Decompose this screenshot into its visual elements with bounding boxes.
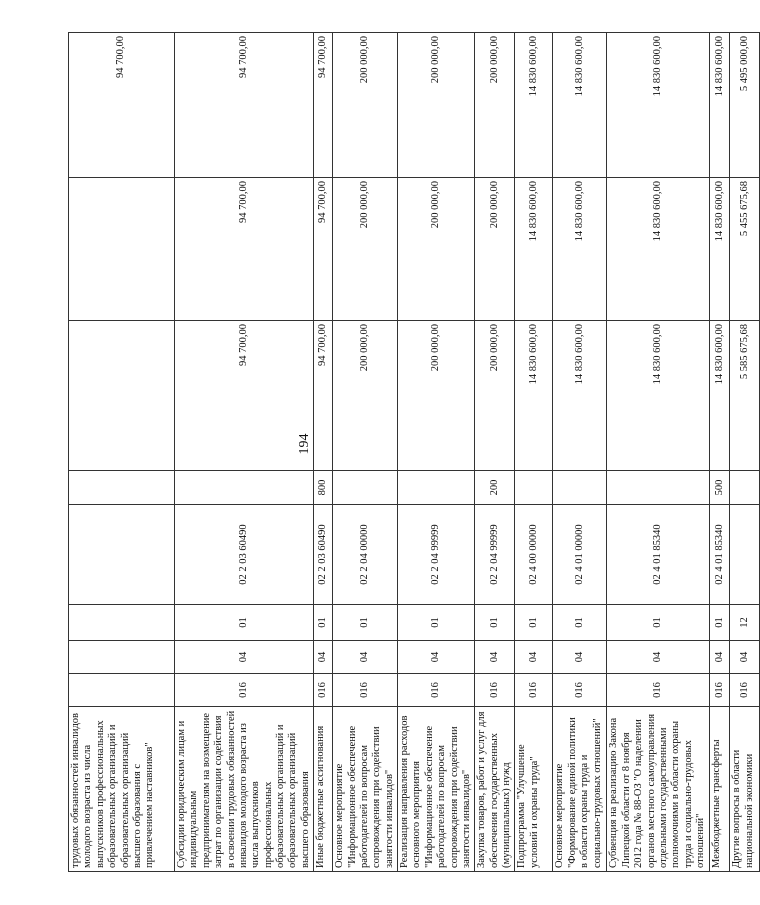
target-code: 02 2 04 00000 <box>333 505 398 605</box>
admin-code: 016 <box>314 674 333 707</box>
amount-col-1: 14 830 600,00 <box>553 321 607 471</box>
amount-col-3: 5 495 000,00 <box>730 33 760 178</box>
section-code <box>69 641 175 674</box>
section-code: 04 <box>475 641 515 674</box>
admin-code: 016 <box>553 674 607 707</box>
admin-code: 016 <box>515 674 553 707</box>
table-row <box>175 33 314 872</box>
table-row <box>553 33 607 872</box>
amount-col-3: 200 000,00 <box>475 33 515 178</box>
target-code: 02 2 04 99999 <box>398 505 475 605</box>
target-code: 02 4 01 85340 <box>607 505 710 605</box>
amount-col-2: 94 700,00 <box>175 178 314 321</box>
rotated-table-wrapper <box>68 33 755 872</box>
table-row <box>314 33 333 872</box>
row-name: Основное мероприятие "Информационное обеспечение работодателей по вопросам сопровождения при содействии занятости инвалидов" <box>333 707 398 872</box>
amount-col-3: 14 830 600,00 <box>553 33 607 178</box>
amount-col-3: 14 830 600,00 <box>607 33 710 178</box>
subsection-code: 01 <box>175 605 314 641</box>
row-name: трудовых обязанностей инвалидов молодого возраста из числа выпускников профессиональных образовательных организаций и образовательных организаций высшего образования с привлечением наставников" <box>69 707 175 872</box>
section-code: 04 <box>333 641 398 674</box>
subsection-code: 01 <box>398 605 475 641</box>
row-name: Субсидии юридическим лицам и индивидуальным предпринимателям на возмещение затрат по организации содействия в освоении трудовых обязанностей инвалидов молодого возраста из числа выпускников профессиональных образовательных организаций и образовательных организаций высшего образования <box>175 707 314 872</box>
amount-col-1: 5 585 675,68 <box>730 321 760 471</box>
amount-col-1: 94 700,00 <box>175 321 314 471</box>
amount-col-3: 94 700,00 <box>314 33 333 178</box>
subsection-code: 01 <box>333 605 398 641</box>
admin-code: 016 <box>175 674 314 707</box>
target-code: 02 2 03 60490 <box>175 505 314 605</box>
admin-code: 016 <box>730 674 760 707</box>
target-code: 02 2 04 99999 <box>475 505 515 605</box>
amount-col-2: 200 000,00 <box>333 178 398 321</box>
amount-col-2: 94 700,00 <box>314 178 333 321</box>
expense-type-code: 500 <box>710 471 730 505</box>
row-name: Основное мероприятие "Формирование единой политики в области охраны труда и социально-трудовых отношений" <box>553 707 607 872</box>
amount-col-2: 14 830 600,00 <box>607 178 710 321</box>
table-row <box>475 33 515 872</box>
budget-table-body <box>69 33 760 872</box>
amount-col-3: 14 830 600,00 <box>710 33 730 178</box>
expense-type-code <box>175 471 314 505</box>
row-name: Иные бюджетные ассигнования <box>314 707 333 872</box>
admin-code: 016 <box>607 674 710 707</box>
subsection-code: 01 <box>515 605 553 641</box>
subsection-code: 01 <box>553 605 607 641</box>
section-code: 04 <box>710 641 730 674</box>
section-code: 04 <box>175 641 314 674</box>
amount-col-3: 94 700,00 <box>175 33 314 178</box>
page-number: 194 <box>297 433 312 455</box>
table-row <box>515 33 553 872</box>
table-row <box>607 33 710 872</box>
section-code: 04 <box>398 641 475 674</box>
target-code: 02 2 03 60490 <box>314 505 333 605</box>
amount-col-1: 94 700,00 <box>314 321 333 471</box>
amount-col-3: 200 000,00 <box>398 33 475 178</box>
amount-col-3: 94 700,00 <box>69 33 175 178</box>
section-code: 04 <box>515 641 553 674</box>
budget-table-container <box>68 33 755 872</box>
expense-type-code: 800 <box>314 471 333 505</box>
amount-col-1: 200 000,00 <box>398 321 475 471</box>
amount-col-1: 200 000,00 <box>333 321 398 471</box>
row-name: Подпрограмма "Улучшение условий и охраны труда" <box>515 707 553 872</box>
target-code: 02 4 00 00000 <box>515 505 553 605</box>
subsection-code: 12 <box>730 605 760 641</box>
row-name: Реализация направления расходов основного мероприятия "Информационное обеспечение работодателей по вопросам сопровождения при содействии занятости инвалидов" <box>398 707 475 872</box>
expense-type-code <box>69 471 175 505</box>
target-code <box>730 505 760 605</box>
amount-col-2: 5 455 675,68 <box>730 178 760 321</box>
subsection-code: 01 <box>710 605 730 641</box>
budget-table <box>68 32 760 872</box>
amount-col-2: 200 000,00 <box>398 178 475 321</box>
subsection-code <box>69 605 175 641</box>
amount-col-3: 200 000,00 <box>333 33 398 178</box>
amount-col-1: 14 830 600,00 <box>515 321 553 471</box>
expense-type-code: 200 <box>475 471 515 505</box>
expense-type-code <box>333 471 398 505</box>
amount-col-3: 14 830 600,00 <box>515 33 553 178</box>
target-code: 02 4 01 85340 <box>710 505 730 605</box>
section-code: 04 <box>607 641 710 674</box>
amount-col-2: 14 830 600,00 <box>553 178 607 321</box>
admin-code: 016 <box>398 674 475 707</box>
target-code <box>69 505 175 605</box>
target-code: 02 4 01 00000 <box>553 505 607 605</box>
admin-code: 016 <box>710 674 730 707</box>
table-row <box>398 33 475 872</box>
table-row <box>710 33 730 872</box>
expense-type-code <box>553 471 607 505</box>
amount-col-2: 200 000,00 <box>475 178 515 321</box>
admin-code <box>69 674 175 707</box>
amount-col-1 <box>69 321 175 471</box>
table-row <box>69 33 175 872</box>
row-name: Другие вопросы в области национальной экономики <box>730 707 760 872</box>
row-name: Межбюджетные трансферты <box>710 707 730 872</box>
admin-code: 016 <box>475 674 515 707</box>
section-code: 04 <box>730 641 760 674</box>
amount-col-2: 14 830 600,00 <box>515 178 553 321</box>
expense-type-code <box>730 471 760 505</box>
row-name: Закупка товаров, работ и услуг для обеспечения государственных (муниципальных) нужд <box>475 707 515 872</box>
expense-type-code <box>515 471 553 505</box>
subsection-code: 01 <box>475 605 515 641</box>
table-row <box>730 33 760 872</box>
subsection-code: 01 <box>314 605 333 641</box>
amount-col-2 <box>69 178 175 321</box>
amount-col-1: 200 000,00 <box>475 321 515 471</box>
amount-col-1: 14 830 600,00 <box>607 321 710 471</box>
expense-type-code <box>398 471 475 505</box>
amount-col-1: 14 830 600,00 <box>710 321 730 471</box>
section-code: 04 <box>314 641 333 674</box>
subsection-code: 01 <box>607 605 710 641</box>
expense-type-code <box>607 471 710 505</box>
table-row <box>333 33 398 872</box>
admin-code: 016 <box>333 674 398 707</box>
row-name: Субвенция на реализацию Закона Липецкой области от 8 ноября 2012 года № 88-ОЗ "О наделении органов местного самоуправления отдельными государственными полномочиями в области охраны труда и социально-трудовых отношений" <box>607 707 710 872</box>
amount-col-2: 14 830 600,00 <box>710 178 730 321</box>
section-code: 04 <box>553 641 607 674</box>
